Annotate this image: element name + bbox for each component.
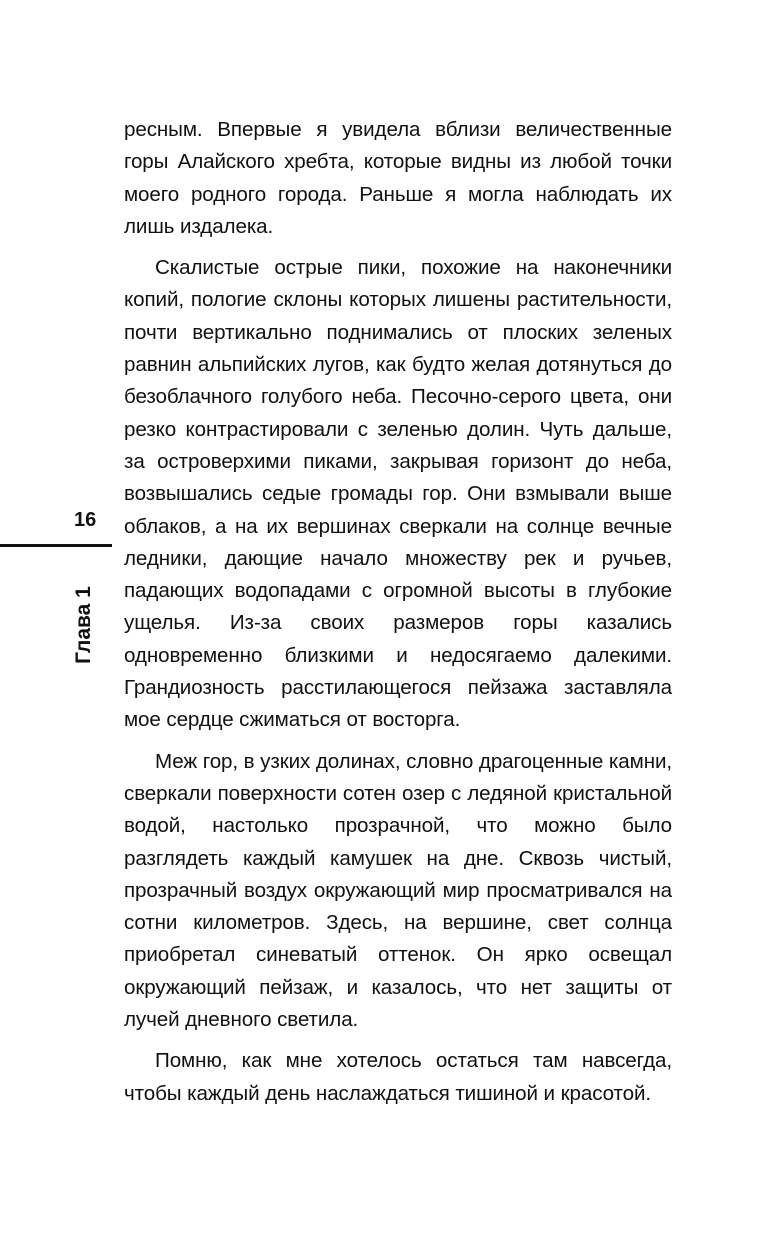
paragraph-mountain-peaks: Скалистые острые пики, похожие на наконечники копий, пологие склоны которых лишены растительности, почти вертикально поднимались от плоских зеленых равнин альпийских лугов, как будто желая дотянуться до безоблачного голубого неба. Песочно-серого цвета, они резко контрастировали с зеленью долин. Чуть дальше, за островерхими пиками, закрывая горизонт до неба, возвышались седые громады гор. Они взмывали выше облаков, а на их вершинах сверкали на солнце вечные ледники, дающие начало множеству рек и ручьев, падающих водопадами с огромной высоты в глубокие ущелья. Из-за своих размеров горы казались одновременно близкими и недосягаемо далекими. Грандиозность расстилающегося пейзажа заставляла мое сердце сжиматься от восторга.	[124, 256, 672, 732]
body-text	[124, 114, 672, 1119]
chapter-label	[66, 580, 102, 670]
page-number: 16	[74, 509, 97, 531]
paragraph-mountain-lakes: Меж гор, в узких долинах, словно драгоценные камни, сверкали поверхности сотен озер с ледяной кристальной водой, настолько прозрачной, что можно было разглядеть каждый камушек на дне. Сквозь чистый, прозрачный воздух окружающий мир просматривался на сотни километров. Здесь, на вершине, свет солнца приобретал синеватый оттенок. Он ярко освещал окружающий пейзаж, и казалось, что нет защиты от лучей дневного светила.	[124, 749, 672, 1032]
paragraph-continuation: ресным. Впервые я увидела вблизи величественные горы Алайского хребта, которые видны из любой точки моего родного города. Раньше я могла наблюдать их лишь издалека.	[124, 118, 672, 238]
margin-divider	[0, 544, 112, 547]
chapter-title: Глава 1	[72, 586, 95, 664]
paragraph-memory: Помню, как мне хотелось остаться там навсегда, чтобы каждый день наслаждаться тишиной и красотой.	[124, 1049, 672, 1105]
